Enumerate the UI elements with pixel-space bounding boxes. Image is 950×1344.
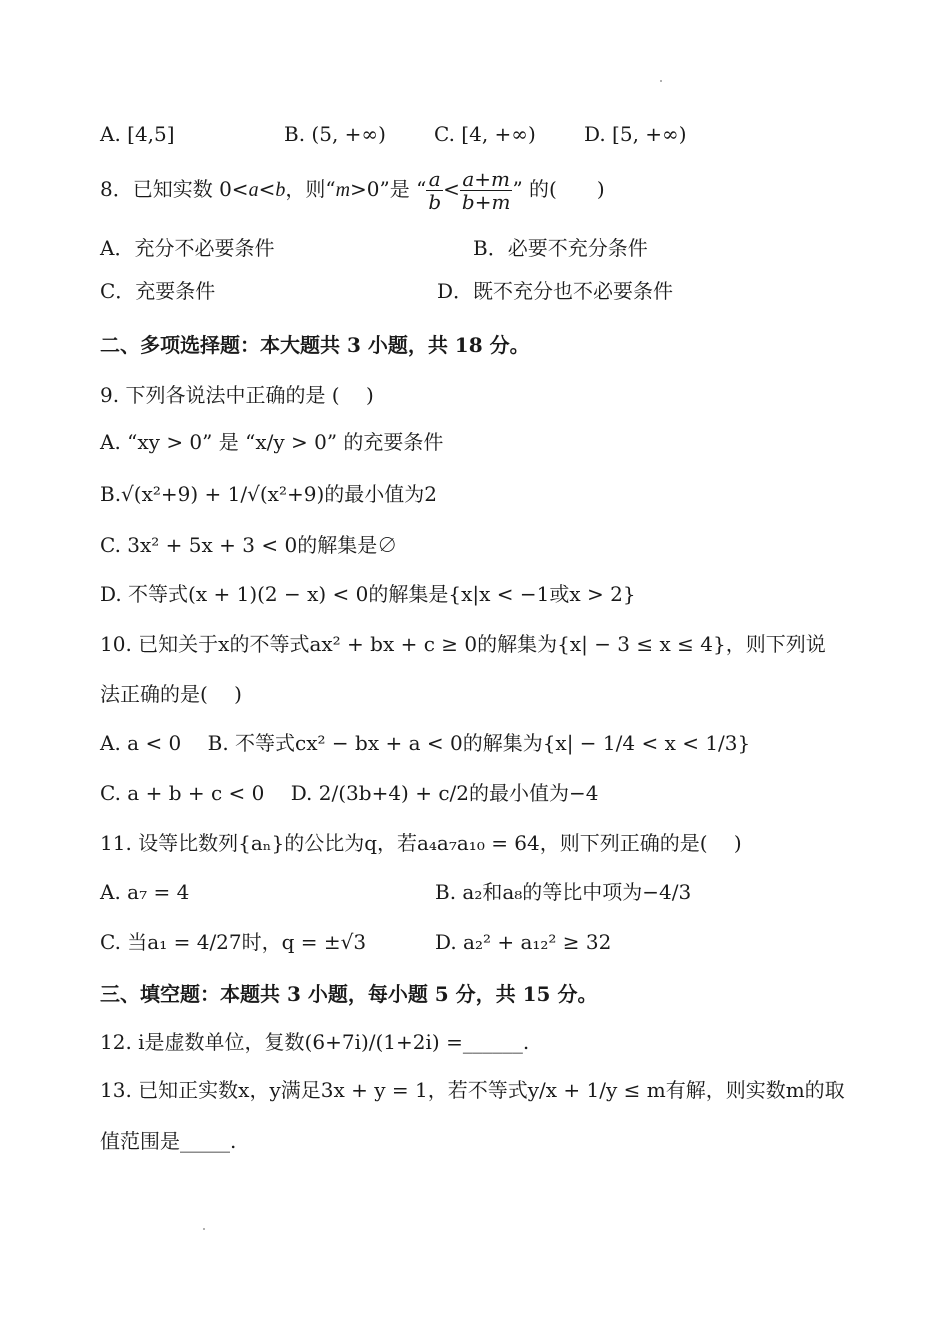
q10-stem-line-1: 10. 已知关于x的不等式ax² + bx + c ≥ 0的解集为{x| − 3 ≤ x ≤ 4}，则下列说: [100, 632, 826, 656]
q8-option-c: C．充要条件: [100, 279, 216, 303]
scan-dot: [660, 80, 662, 82]
q8-option-a: A．充分不必要条件: [100, 236, 275, 260]
section-2-title: 二、多项选择题：本大题共 3 小题，共 18 分。: [100, 333, 530, 357]
q9-stem: 9. 下列各说法中正确的是 ( ): [100, 383, 374, 407]
q9-option-d: D. 不等式(x + 1)(2 − x) < 0的解集是{x|x < −1或x > 2}: [100, 582, 636, 606]
q8-fraction-am-bm: $\frac{a+m}{b+m}$: [461, 167, 511, 214]
q11-option-b: B. a₂和a₈的等比中项为−4/3: [435, 880, 692, 904]
q11-stem: 11. 设等比数列{aₙ}的公比为q，若a₄a₇a₁₀ = 64，则下列正确的是( ): [100, 831, 742, 855]
q13-line-2: 值范围是_____.: [100, 1129, 237, 1153]
q11-option-d: D. a₂² + a₁₂² ≥ 32: [435, 930, 612, 954]
q9-option-a: A. “xy > 0” 是 “x/y > 0” 的充要条件: [100, 430, 444, 454]
q9-option-b: B.√(x²+9) + 1/√(x²+9)的最小值为2: [100, 482, 437, 506]
q12: 12. i是虚数单位，复数(6+7i)/(1+2i) =______.: [100, 1030, 530, 1054]
q7-option-b: B. (5, +∞): [284, 122, 386, 146]
q8-option-b: B．必要不充分条件: [473, 236, 648, 260]
scan-dot: [203, 1228, 205, 1230]
q7-option-d: D. [5, +∞): [584, 122, 687, 146]
q10-options-a-b: A. a < 0 B. 不等式cx² − bx + a < 0的解集为{x| − 1/4 < x < 1/3}: [100, 731, 751, 755]
q9-option-c: C. 3x² + 5x + 3 < 0的解集是∅: [100, 533, 398, 557]
q7-option-c: C. [4, +∞): [434, 122, 536, 146]
q10-options-c-d: C. a + b + c < 0 D. 2/(3b+4) + c/2的最小值为−4: [100, 781, 599, 805]
q8-option-d: D．既不充分也不必要条件: [437, 279, 674, 303]
section-3-title: 三、填空题：本题共 3 小题，每小题 5 分，共 15 分。: [100, 982, 598, 1006]
q7-option-a: A. [4,5]: [100, 122, 175, 146]
q8-fraction-a-b: $\frac{a}{b}$: [428, 167, 442, 214]
q11-option-c: C. 当a₁ = 4/27时，q = ±√3: [100, 930, 367, 954]
q8-stem: 8．已知实数 0<a<b，则“m>0”是 “ $\frac{a}{b}$ < $\frac{a+m}{b+m}$ ” 的( ): [100, 167, 605, 214]
q13-line-1: 13. 已知正实数x，y满足3x + y = 1，若不等式y/x + 1/y ≤ m有解，则实数m的取: [100, 1078, 845, 1102]
q10-stem-line-2: 法正确的是( ): [100, 682, 242, 706]
q11-option-a: A. a₇ = 4: [100, 880, 190, 904]
